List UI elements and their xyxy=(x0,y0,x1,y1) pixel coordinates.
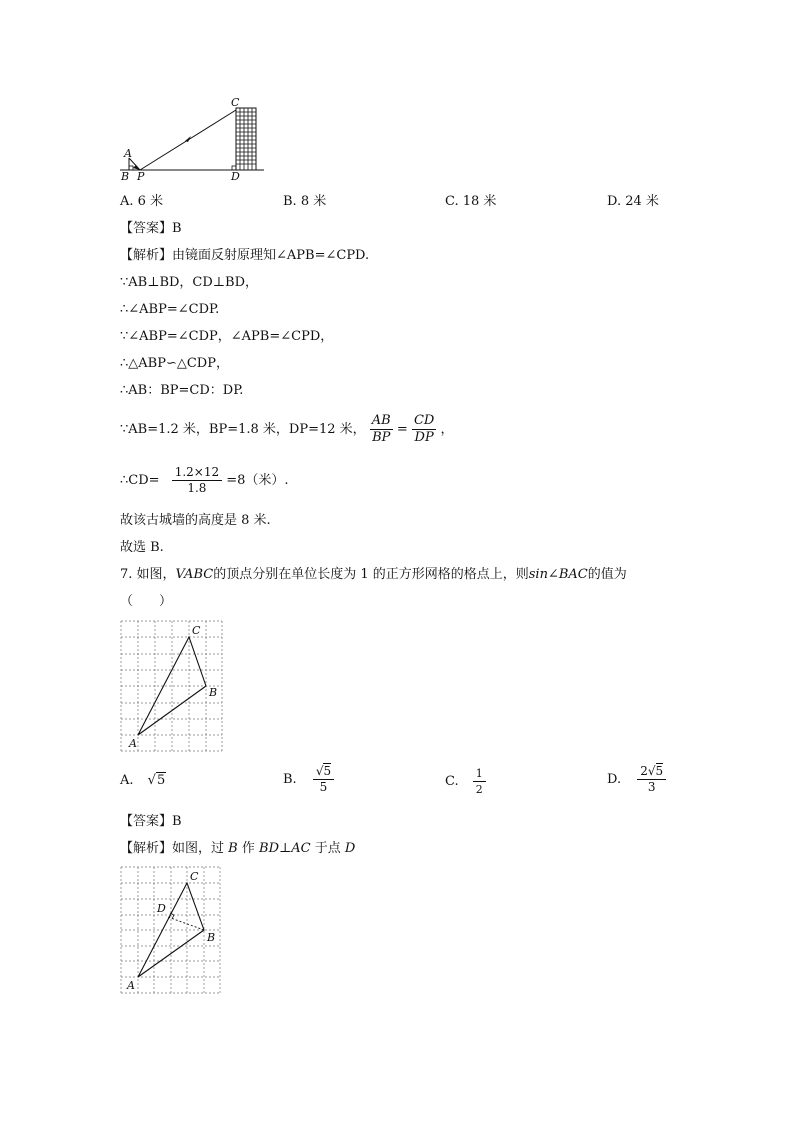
q6-given-values: ∵AB=1.2 米，BP=1.8 米，DP=12 米， xyxy=(120,422,366,437)
q7-option-d-fraction xyxy=(637,764,666,795)
q6-analysis-line-1: 【解析】由镜面反射原理知∠APB=∠CPD. xyxy=(120,248,370,263)
q6-analysis-line-4: ∵∠ABP=∠CDP，∠APB=∠CPD， xyxy=(120,329,334,344)
q6-analysis-line-2: ∵AB⊥BD，CD⊥BD， xyxy=(120,275,258,290)
q7-solution-figure xyxy=(118,864,228,998)
q7-grid-figure xyxy=(118,618,228,756)
q7-solution-grid-lines xyxy=(121,867,220,993)
q7-label-b: B xyxy=(209,686,218,699)
q7-label-c: C xyxy=(192,624,201,637)
q7-option-c-num: 1 xyxy=(473,766,486,782)
q6-analysis-line-8 xyxy=(120,461,289,501)
q6-analysis-line-6: ∴AB：BP=CD：DP. xyxy=(120,383,244,398)
q7-stem-part-1: 7. 如图， xyxy=(120,567,176,582)
q6-option-a[interactable]: A. 6 米 xyxy=(120,194,164,209)
fraction-cd-dp-den: DP xyxy=(414,430,434,445)
q7-analysis-point-b: B xyxy=(228,841,238,856)
mirror-reflection-figure xyxy=(118,92,268,184)
q6-analysis-line-10: 故选 B. xyxy=(120,540,164,555)
fraction-ab-bp-num: AB xyxy=(371,413,391,428)
label-a: A xyxy=(124,147,132,160)
q7-option-d-num: 2√5 xyxy=(637,764,666,780)
q7-option-c-den: 2 xyxy=(475,783,483,796)
q6-option-c[interactable]: C. 18 米 xyxy=(445,194,497,209)
q6-analysis-line-5: ∴△ABP∽△CDP， xyxy=(120,356,229,371)
label-c: C xyxy=(231,96,240,109)
q7-solution-label-a: A xyxy=(127,979,135,992)
q7-option-c[interactable] xyxy=(445,766,486,797)
q7-stem-part-2: 的顶点分别在单位长度为 1 的正方形网格的格点上，则 xyxy=(213,567,529,582)
cd-fraction-den: 1.8 xyxy=(187,481,207,495)
q7-option-d-label: D. xyxy=(607,772,622,787)
label-p: P xyxy=(137,170,145,183)
q7-option-c-label: C. xyxy=(445,774,459,789)
q7-answer: 【答案】B xyxy=(120,814,182,829)
q7-triangle-name: VABC xyxy=(175,567,214,582)
q7-sin-expression: sin∠BAC xyxy=(528,567,588,582)
q7-stem xyxy=(120,566,627,584)
q7-option-a-value xyxy=(148,772,167,790)
q7-analysis-point-d: D xyxy=(344,841,356,856)
fraction-ab-bp-den: BP xyxy=(372,430,391,445)
cd-equals: ∴CD= xyxy=(120,473,160,488)
q7-option-b-radicand: 5 xyxy=(323,764,332,778)
fraction-cd-dp-num: CD xyxy=(413,413,435,428)
q7-option-a-label: A. xyxy=(120,773,134,788)
fraction-ab-bp xyxy=(370,413,393,446)
q7-option-b-label: B. xyxy=(283,772,297,787)
q7-option-b-den: 5 xyxy=(319,780,328,794)
q7-option-d-coef: 2 xyxy=(640,764,648,778)
comma: ， xyxy=(440,422,454,437)
q6-option-b[interactable]: B. 8 米 xyxy=(283,194,327,209)
q7-analysis-part-3: 于点 xyxy=(314,841,341,856)
q7-grid-lines xyxy=(121,621,222,751)
q7-label-a: A xyxy=(129,737,137,750)
q6-answer: 【答案】B xyxy=(120,221,182,236)
cd-fraction-num: 1.2×12 xyxy=(172,465,222,481)
q7-stem-part-3: 的值为 xyxy=(587,567,627,582)
q7-solution-label-d: D xyxy=(157,902,166,915)
right-angle-b xyxy=(129,166,133,170)
equals-sign: = xyxy=(396,422,408,437)
cd-fraction xyxy=(172,465,222,496)
q7-analysis xyxy=(120,840,355,858)
perpendicular-bd xyxy=(168,917,204,930)
cd-result: =8（米）. xyxy=(226,473,289,488)
q6-option-d[interactable]: D. 24 米 xyxy=(607,194,659,209)
q7-option-b[interactable] xyxy=(283,764,334,795)
q7-option-d-den: 3 xyxy=(647,780,656,794)
q7-option-b-num: √5 xyxy=(313,764,334,780)
q7-solution-label-b: B xyxy=(207,931,216,944)
fraction-cd-dp xyxy=(412,413,436,446)
q6-analysis-line-7 xyxy=(120,410,453,450)
q7-answer-paren: （ ） xyxy=(120,594,173,609)
q7-option-d[interactable] xyxy=(607,764,666,795)
q6-analysis-line-9: 故该古城墙的高度是 8 米. xyxy=(120,513,271,528)
q7-option-c-fraction xyxy=(473,766,486,797)
city-wall xyxy=(236,108,256,170)
q7-analysis-part-2: 作 xyxy=(241,841,255,856)
q7-solution-label-c: C xyxy=(190,870,199,883)
q7-analysis-perpendicular: BD⊥AC xyxy=(259,841,311,856)
q7-analysis-part-1: 【解析】如图，过 xyxy=(120,841,225,856)
q7-option-a[interactable] xyxy=(120,772,166,790)
sqrt-icon: √ xyxy=(147,773,156,788)
label-d: D xyxy=(231,170,240,183)
q6-analysis-line-3: ∴∠ABP=∠CDP. xyxy=(120,302,220,317)
label-b: B xyxy=(121,170,130,183)
q7-option-b-fraction xyxy=(313,764,334,795)
q7-option-a-radicand: 5 xyxy=(156,773,166,788)
q7-option-d-radicand: 5 xyxy=(655,764,664,778)
